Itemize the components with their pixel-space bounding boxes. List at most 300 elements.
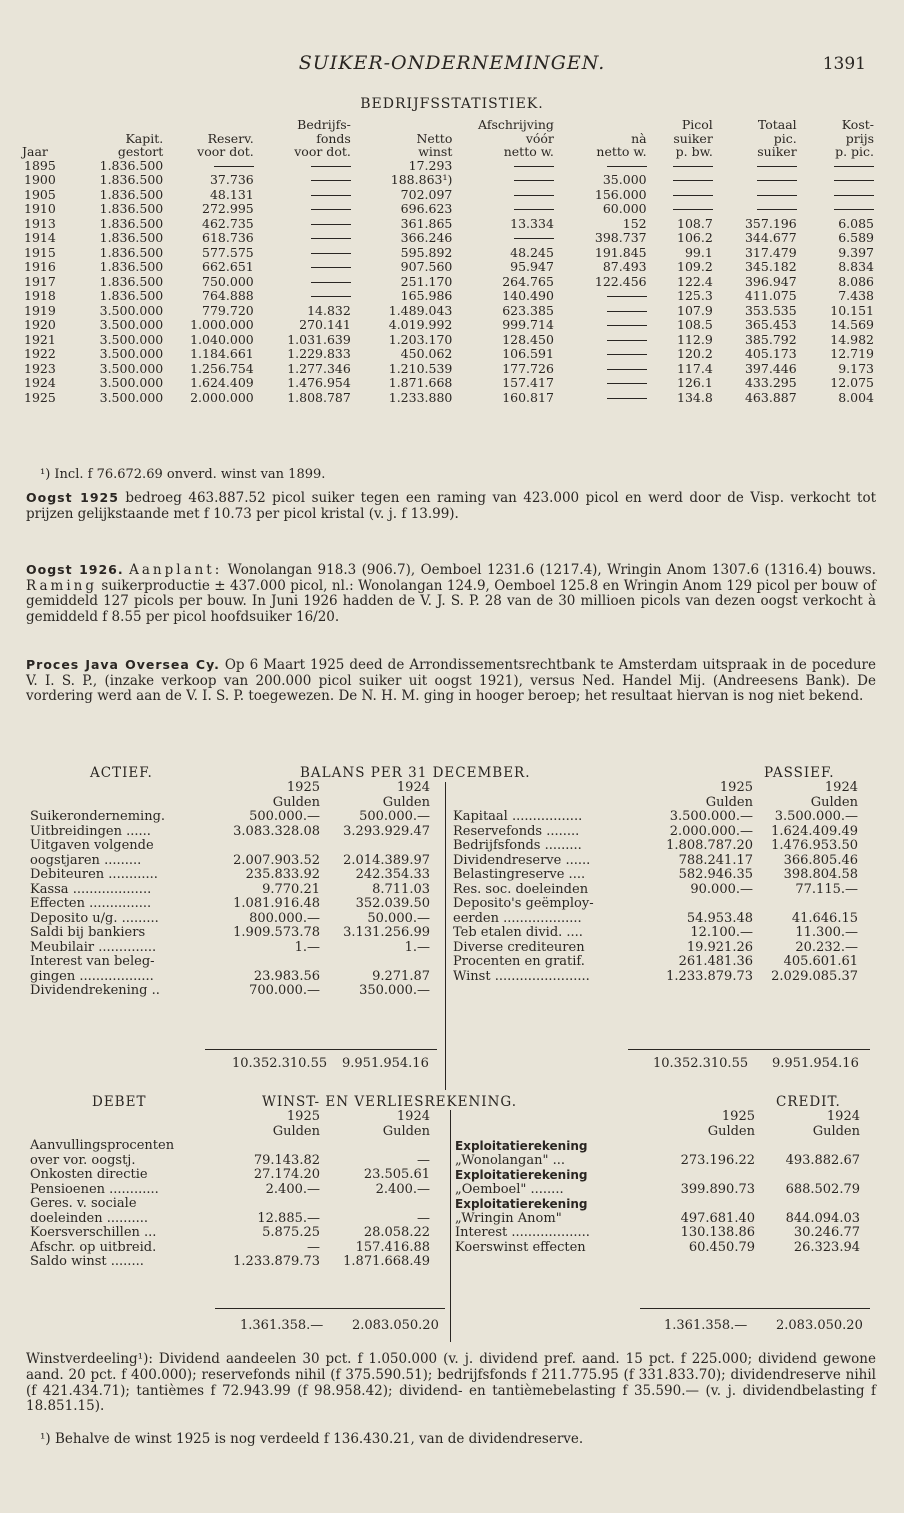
table-row xyxy=(30,926,430,941)
row-value: 500.000.— xyxy=(359,809,430,824)
table-row xyxy=(22,260,874,275)
table-row xyxy=(30,825,430,840)
row-label: Koerswinst effecten xyxy=(455,1239,586,1255)
stats-cell: 764.888 xyxy=(202,288,254,303)
table-row xyxy=(30,883,430,898)
dash-rule xyxy=(757,166,797,167)
row-value: 3.500.000.— xyxy=(774,809,858,824)
dash-rule xyxy=(757,180,797,181)
stats-cell: 1.476.954 xyxy=(287,375,351,390)
row-label: Exploitatierekening xyxy=(455,1139,588,1153)
row-value: 1.909.573.78 xyxy=(233,925,320,940)
row-label: Interest van beleg- xyxy=(30,954,155,969)
stats-column-header-line: suiker xyxy=(757,144,797,159)
row-value: 77.115.— xyxy=(795,881,858,897)
row-label: Dividendrekening .. xyxy=(30,983,160,998)
table-row xyxy=(22,333,874,348)
row-value xyxy=(640,1168,755,1183)
stats-cell: 177.726 xyxy=(502,360,554,376)
stats-cell: 1.489.043 xyxy=(388,302,453,318)
row-label: Dividendreserve ...... xyxy=(453,852,591,868)
stats-cell: 595.892 xyxy=(400,244,453,260)
row-value xyxy=(230,955,320,970)
stats-cell: 577.575 xyxy=(202,244,254,260)
stats-cell xyxy=(713,173,797,188)
table-row xyxy=(453,926,858,941)
unit-label: Gulden xyxy=(382,794,430,810)
balans-sum-line-right xyxy=(628,1049,870,1050)
stats-cell: 156.000 xyxy=(594,186,647,202)
oogst-1925-paragraph xyxy=(26,490,876,522)
debet-total-1925: 1.361.358.— xyxy=(240,1318,324,1333)
row-value xyxy=(320,839,430,854)
row-label: Winst ....................... xyxy=(453,968,590,984)
stats-cell: 1922 xyxy=(24,346,56,361)
row-value xyxy=(638,897,753,912)
stats-cell: 702.097 xyxy=(400,186,453,202)
stats-cell: 1900 xyxy=(24,172,56,187)
row-value: 9.271.87 xyxy=(372,968,430,984)
row-value: 11.300.— xyxy=(795,925,858,940)
credit-total-1924: 2.083.050.20 xyxy=(776,1318,863,1333)
row-label: Bedrijfsfonds ......... xyxy=(453,838,582,853)
page-title: SUIKER-ONDERNEMINGEN. xyxy=(298,52,606,74)
dash-rule xyxy=(607,398,647,399)
stats-cell xyxy=(797,159,874,174)
stats-cell: 264.765 xyxy=(502,273,554,289)
row-value: 28.058.22 xyxy=(363,1225,430,1240)
actief-total-1925: 10.352.310.55 xyxy=(232,1056,328,1071)
oogst-1926-text2: suikerproductie ± 437.000 picol, nl.: Wonolangan 124.9, Oemboel 125.8 en Wringin Anom 129 picol per bouw of gemiddeld 127 picols per bouw. In Juni 1926 hadden de V. J. S. P. 28 van de 30 millioen picols van dezen oogst verkocht à gemiddeld f 8.55 per picol hoofdsuiker 16/20. xyxy=(26,577,876,625)
stats-cell: 1.808.787 xyxy=(287,389,351,405)
row-label: Aanvullingsprocenten xyxy=(30,1138,175,1153)
dash-rule xyxy=(607,296,647,297)
stats-cell: 1905 xyxy=(24,186,56,202)
row-value: 2.400.— xyxy=(265,1181,320,1197)
row-label: Onkosten directie xyxy=(30,1167,148,1182)
stats-cell: 1895 xyxy=(24,157,56,173)
stats-column-header xyxy=(163,118,253,159)
unit-label: Gulden xyxy=(272,794,320,810)
stats-cell xyxy=(797,202,874,217)
stats-cell: 999.714 xyxy=(502,317,554,332)
stats-cell: 1.203.170 xyxy=(388,331,453,347)
proces-label: Proces Java Oversea Cy. xyxy=(26,657,220,672)
row-value xyxy=(320,1197,430,1212)
year-1925: 1925 xyxy=(286,1109,320,1124)
row-label: Kapitaal ................. xyxy=(453,809,583,824)
stats-column-header-line: suiker xyxy=(673,130,713,146)
dash-rule xyxy=(311,180,351,181)
stats-cell: 112.9 xyxy=(677,331,713,347)
row-value xyxy=(640,1139,755,1154)
row-label: Interest ................... xyxy=(455,1225,590,1240)
row-label: Procenten en gratif. xyxy=(453,954,585,969)
stats-cell xyxy=(554,347,647,362)
year-1924: 1924 xyxy=(396,1109,430,1124)
winst-sum-line-left xyxy=(215,1308,445,1309)
row-value: 2.014.389.97 xyxy=(343,852,430,868)
row-value: 20.232.— xyxy=(795,939,858,955)
passief-total-1925: 10.352.310.55 xyxy=(653,1056,749,1071)
row-value: 2.029.085.37 xyxy=(771,968,858,984)
table-row xyxy=(453,854,858,869)
table-row xyxy=(30,1212,430,1227)
row-value: 582.946.35 xyxy=(678,867,753,882)
stats-cell: 272.995 xyxy=(202,201,254,216)
stats-column-header xyxy=(554,118,647,159)
row-value: 50.000.— xyxy=(367,910,430,926)
row-value: 12.885.— xyxy=(257,1210,320,1226)
row-value: 26.323.94 xyxy=(793,1239,860,1255)
stats-cell: 750.000 xyxy=(202,273,254,289)
stats-cell: 1914 xyxy=(24,230,56,245)
table-row xyxy=(453,868,858,883)
stats-column-header-line: vóór xyxy=(525,130,554,146)
stats-column-header-line: winst xyxy=(418,144,453,159)
row-value: 1.233.879.73 xyxy=(233,1254,320,1269)
stats-column-header-line: Jaar xyxy=(22,144,48,159)
stats-cell: 1.836.500 xyxy=(99,244,164,260)
row-value: 3.131.256.99 xyxy=(343,925,430,940)
stats-column-header-line: p. pic. xyxy=(835,144,874,159)
row-value: 54.953.48 xyxy=(686,910,753,926)
stats-cell: 1.000.000 xyxy=(190,317,254,332)
stats-cell xyxy=(647,159,713,174)
stats-cell xyxy=(554,391,647,406)
stats-cell: 1921 xyxy=(24,331,56,347)
stats-cell: 12.719 xyxy=(830,346,874,361)
table-row xyxy=(30,1154,430,1169)
table-row xyxy=(22,173,874,188)
stats-cell: 107.9 xyxy=(677,302,713,318)
unit-label: Gulden xyxy=(705,794,753,810)
row-value: 9.770.21 xyxy=(262,881,320,897)
row-value: 79.143.82 xyxy=(253,1152,320,1168)
stats-cell xyxy=(254,173,351,188)
table-row xyxy=(453,883,858,898)
credit-heading: CREDIT. xyxy=(776,1094,841,1110)
row-value xyxy=(753,897,858,912)
dash-rule xyxy=(514,195,554,196)
dash-rule xyxy=(514,166,554,167)
stats-cell: 60.000 xyxy=(602,201,647,216)
stats-cell: 122.456 xyxy=(594,273,647,289)
stats-cell xyxy=(254,289,351,304)
year-1925: 1925 xyxy=(721,1109,755,1124)
stats-cell: 1917 xyxy=(24,273,56,289)
stats-cell xyxy=(554,333,647,348)
row-value: 1.— xyxy=(404,939,430,955)
stats-cell: 1.836.500 xyxy=(99,230,164,245)
stats-cell: 270.141 xyxy=(299,317,351,332)
stats-cell: 108.5 xyxy=(677,317,713,332)
stats-cell xyxy=(797,173,874,188)
table-row xyxy=(22,304,874,319)
row-value: 273.196.22 xyxy=(680,1152,755,1168)
unit-label: Gulden xyxy=(810,794,858,810)
stats-cell: 7.438 xyxy=(838,288,874,303)
row-value: 12.100.— xyxy=(690,925,753,940)
stats-cell: 1.836.500 xyxy=(99,157,164,173)
table-row xyxy=(30,839,430,854)
row-label: „Wonolangan" ... xyxy=(455,1152,566,1168)
stats-cell xyxy=(554,159,647,174)
dash-rule xyxy=(607,369,647,370)
table-row xyxy=(30,854,430,869)
stats-column-header-line: nà xyxy=(631,130,647,146)
table-row xyxy=(455,1241,860,1256)
table-row xyxy=(22,217,874,232)
dash-rule xyxy=(311,224,351,225)
table-row xyxy=(30,1197,430,1212)
stats-cell: 140.490 xyxy=(502,288,554,303)
row-value: 1.871.668.49 xyxy=(343,1254,430,1269)
unit-label: Gulden xyxy=(382,1123,430,1139)
row-label: Belastingreserve .... xyxy=(453,867,586,882)
row-label: Suikeronderneming. xyxy=(30,809,166,824)
year-1925: 1925 xyxy=(286,780,320,795)
row-value: 19.921.26 xyxy=(686,939,753,955)
row-label: Afschr. op uitbreid. xyxy=(30,1239,157,1255)
dash-rule xyxy=(514,180,554,181)
stats-cell: 99.1 xyxy=(684,244,713,260)
row-value xyxy=(755,1197,860,1212)
stats-cell: 345.182 xyxy=(744,259,797,274)
row-label: Pensioenen ............ xyxy=(30,1181,159,1197)
row-value: 90.000.— xyxy=(690,881,753,897)
row-value: 1.081.916.48 xyxy=(233,896,320,911)
stats-column-header-line: Netto xyxy=(416,130,453,146)
row-value: 350.000.— xyxy=(359,983,430,998)
table-row xyxy=(22,159,874,174)
stats-cell: 48.245 xyxy=(510,244,554,260)
stats-cell: 1.624.409 xyxy=(190,375,254,390)
stats-cell xyxy=(254,159,351,174)
row-value: 41.646.15 xyxy=(791,910,858,926)
table-row xyxy=(455,1212,860,1227)
stats-column-header-line: fonds xyxy=(316,130,351,146)
row-value: 493.882.67 xyxy=(785,1152,860,1168)
stats-cell: 3.500.000 xyxy=(99,302,164,318)
balans-title: BALANS PER 31 DECEMBER. xyxy=(300,765,531,781)
dash-rule xyxy=(607,311,647,312)
stats-cell: 14.832 xyxy=(307,302,351,318)
stats-cell xyxy=(797,188,874,203)
table-row xyxy=(22,231,874,246)
stats-cell xyxy=(554,318,647,333)
winst-divider xyxy=(450,1110,451,1342)
table-row xyxy=(453,955,858,970)
raming-label: Raming xyxy=(26,577,97,594)
dash-rule xyxy=(311,238,351,239)
oogst-1926-text1: Wonolangan 918.3 (906.7), Oemboel 1231.6 (1217.4), Wringin Anom 1307.6 (1316.4) bouws. xyxy=(222,562,877,578)
stats-cell: 398.737 xyxy=(594,230,647,245)
row-value: 3.500.000.— xyxy=(669,809,753,824)
year-1924: 1924 xyxy=(396,780,430,795)
stats-column-header-line: p. bw. xyxy=(675,144,713,159)
stats-cell: 160.817 xyxy=(502,389,554,405)
row-label: Kassa ................... xyxy=(30,881,152,897)
dash-rule xyxy=(673,166,713,167)
dash-rule xyxy=(311,253,351,254)
table-row xyxy=(455,1226,860,1241)
stats-column-header-line: Afschrijving xyxy=(478,117,554,132)
stats-column-header-line: Bedrijfs- xyxy=(297,117,351,132)
table-row xyxy=(22,391,874,406)
stats-column-header-line: Totaal xyxy=(757,117,797,132)
stats-cell: 1923 xyxy=(24,360,56,376)
stats-cell: 405.173 xyxy=(744,346,797,361)
stats-cell: 696.623 xyxy=(400,201,453,216)
stats-column-header-line: gestort xyxy=(117,144,164,159)
actief-total-1924: 9.951.954.16 xyxy=(342,1056,429,1071)
row-value xyxy=(230,1197,320,1212)
stats-cell xyxy=(452,202,554,217)
row-label: Meubilair .............. xyxy=(30,939,157,955)
dash-rule xyxy=(757,195,797,196)
table-row xyxy=(22,202,874,217)
stats-cell: 10.151 xyxy=(830,302,874,318)
dash-rule xyxy=(607,340,647,341)
credit-table xyxy=(455,1110,860,1255)
stats-cell xyxy=(554,376,647,391)
table-row xyxy=(30,984,430,999)
page-number: 1391 xyxy=(822,54,866,74)
row-value: 1.233.879.73 xyxy=(666,968,753,984)
table-row xyxy=(22,347,874,362)
row-label: Uitgaven volgende xyxy=(30,838,154,853)
stats-cell: 48.131 xyxy=(209,186,254,202)
stats-cell: 1.836.500 xyxy=(99,172,164,187)
dash-rule xyxy=(834,180,874,181)
stats-cell: 37.736 xyxy=(209,172,254,187)
stats-cell: 317.479 xyxy=(744,244,797,260)
dash-rule xyxy=(673,195,713,196)
table-row xyxy=(453,941,858,956)
debet-heading: DEBET xyxy=(92,1094,147,1110)
stats-cell: 4.019.992 xyxy=(388,317,453,332)
row-value xyxy=(230,839,320,854)
table-row xyxy=(30,970,430,985)
row-label: „Oemboel" ........ xyxy=(455,1181,564,1197)
dash-rule xyxy=(311,296,351,297)
row-value: 1.808.787.20 xyxy=(666,838,753,853)
debet-table xyxy=(30,1110,430,1270)
stats-cell: 450.062 xyxy=(400,346,453,361)
table-row xyxy=(30,868,430,883)
stats-cell xyxy=(254,202,351,217)
row-value: 2.007.903.52 xyxy=(233,852,320,868)
stats-column-header-line: Picol xyxy=(681,117,713,132)
stats-cell: 128.450 xyxy=(502,331,554,347)
dash-rule xyxy=(834,195,874,196)
table-row xyxy=(22,362,874,377)
stats-cell: 6.589 xyxy=(838,230,874,245)
stats-cell: 3.500.000 xyxy=(99,331,164,347)
row-value: 800.000.— xyxy=(249,910,320,926)
oogst-1926-label: Oogst 1926. xyxy=(26,562,124,577)
stats-cell: 1910 xyxy=(24,201,56,216)
stats-cell: 106.2 xyxy=(677,230,713,245)
row-value: 399.890.73 xyxy=(680,1181,755,1197)
stats-cell: 109.2 xyxy=(677,259,713,274)
year-1924: 1924 xyxy=(826,1109,860,1124)
row-value: 688.502.79 xyxy=(785,1181,860,1197)
row-value xyxy=(755,1168,860,1183)
stats-cell: 1.836.500 xyxy=(99,186,164,202)
row-label: Saldo winst ........ xyxy=(30,1254,144,1269)
row-label: Exploitatierekening xyxy=(455,1168,588,1182)
stats-column-header xyxy=(713,118,797,159)
stats-cell: 344.677 xyxy=(744,230,797,245)
table-row xyxy=(455,1168,860,1183)
dash-rule xyxy=(834,209,874,210)
stats-cell: 1.256.754 xyxy=(190,360,254,376)
table-row xyxy=(453,839,858,854)
stats-cell: 35.000 xyxy=(602,172,647,187)
row-label: over vor. oogstj. xyxy=(30,1152,136,1168)
stats-cell: 106.591 xyxy=(502,346,554,361)
stats-cell: 14.982 xyxy=(830,331,874,347)
stats-cell: 1924 xyxy=(24,375,56,390)
row-label: doeleinden .......... xyxy=(30,1210,149,1226)
proces-text: Op 6 Maart 1925 deed de Arrondissementsrechtbank te Amsterdam uitspraak in de pocedure V. I. S. P., (inzake verkoop van 200.000 picol suiker uit oogst 1921), versus Ned. Handel Mij. (Andreesens Bank). De vordering werd aan de V. I. S. P. toegewezen. De N. H. M. ging in hooger beroep; het resultaat hiervan is nog niet bekend. xyxy=(26,657,876,705)
stats-cell: 3.500.000 xyxy=(99,317,164,332)
stats-cell xyxy=(452,173,554,188)
year-1924: 1924 xyxy=(824,780,858,795)
row-label: Debiteuren ............ xyxy=(30,867,158,882)
stats-cell: 1915 xyxy=(24,244,56,260)
stats-cell xyxy=(452,231,554,246)
stats-cell: 12.075 xyxy=(830,375,874,390)
row-value: 23.505.61 xyxy=(363,1167,430,1182)
row-value xyxy=(320,955,430,970)
unit-label: Gulden xyxy=(272,1123,320,1139)
dash-rule xyxy=(311,282,351,283)
table-row xyxy=(453,897,858,912)
stats-cell: 1.277.346 xyxy=(287,360,351,376)
table-row xyxy=(30,912,430,927)
table-row xyxy=(22,289,874,304)
stats-cell: 463.887 xyxy=(744,389,797,405)
row-value: 3.293.929.47 xyxy=(343,823,430,839)
row-value: — xyxy=(417,1152,430,1168)
row-value: 500.000.— xyxy=(249,809,320,824)
stats-cell xyxy=(452,159,554,174)
stats-cell xyxy=(647,173,713,188)
stats-cell: 411.075 xyxy=(744,288,797,303)
stats-column-header xyxy=(797,118,874,159)
row-value: 700.000.— xyxy=(249,983,320,998)
table-row xyxy=(453,970,858,985)
stats-cell: 95.947 xyxy=(510,259,554,274)
balans-divider xyxy=(445,782,446,1090)
stats-cell xyxy=(254,246,351,261)
stats-cell: 1916 xyxy=(24,259,56,274)
table-row xyxy=(30,1139,430,1154)
stats-column-header-line: Reserv. xyxy=(207,130,254,146)
passief-heading: PASSIEF. xyxy=(764,765,835,781)
row-value: 497.681.40 xyxy=(680,1210,755,1226)
row-label: „Wringin Anom" xyxy=(455,1210,562,1226)
stats-cell xyxy=(163,159,253,174)
row-value: 1.624.409.49 xyxy=(771,823,858,839)
row-label: Effecten ............... xyxy=(30,896,152,911)
stats-cell: 152 xyxy=(622,215,647,231)
table-row xyxy=(453,810,858,825)
table-row xyxy=(30,1226,430,1241)
